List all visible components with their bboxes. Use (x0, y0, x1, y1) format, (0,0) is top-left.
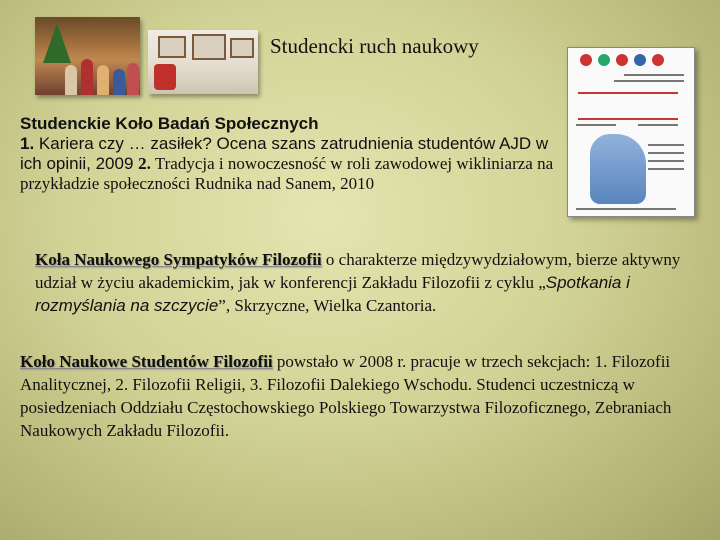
logo-icon (598, 54, 610, 66)
logo-icon (652, 54, 664, 66)
child-figure (65, 65, 77, 95)
poster-text-line (648, 144, 684, 146)
child-figure (113, 69, 125, 95)
logo-icon (580, 54, 592, 66)
paragraph-social-research (20, 114, 560, 194)
poster-text-line (576, 208, 676, 210)
poster-text-line (614, 80, 684, 82)
paragraph-text: o charakterze międzywydziałowym, bierze aktywny udział w życiu akademickim, jak w konferencji Zakładu Filozofii z cyklu „ (35, 250, 681, 292)
poster-text-line (648, 160, 684, 162)
club-name: Koło Naukowe Studentów Filozofii (20, 352, 273, 371)
child-figure (127, 63, 139, 95)
logo-icon (616, 54, 628, 66)
paragraph-philosophy-club (35, 248, 715, 317)
child-figure (97, 65, 109, 95)
item-text: Tradycja i nowoczesność w roli zawodowej wikliniarza na przykładzie społeczności Rudnika nad Sanem, 2010 (20, 154, 554, 193)
poster-text-line (638, 124, 678, 126)
club-name: Koła Naukowego Sympatyków Filozofii (35, 250, 322, 269)
photo-children-christmas (35, 17, 140, 95)
picture-frame (192, 34, 226, 60)
poster-text-line (648, 152, 684, 154)
event-poster (567, 47, 695, 217)
picture-frame (230, 38, 254, 58)
poster-figure (590, 134, 646, 204)
child-figure (81, 59, 93, 95)
red-chair (154, 64, 176, 90)
poster-text-line (648, 168, 684, 170)
christmas-tree-icon (43, 23, 71, 63)
item-number: 2. (138, 154, 151, 173)
poster-text-line (576, 124, 616, 126)
poster-headline (578, 92, 678, 120)
item-number: 1. (20, 134, 35, 153)
paragraph-text: ”, Skrzyczne, Wielka Czantoria. (218, 296, 437, 315)
paragraph-text: powstało w 2008 r. pracuje w trzech sekcjach: 1. Filozofii Analitycznej, 2. Filozofii Religii, 3. Filozofii Dalekiego Wschodu. Studenci uczestniczą w posiedzeniach Oddziału Częstochowskiego Polskiego Towarzystwa Filozoficznego, Zebraniach Naukowych Zakładu Filozofii. (20, 352, 672, 440)
conference-name: Spotkania i rozmyślania na szczycie (35, 273, 630, 315)
logo-icon (634, 54, 646, 66)
picture-frame (158, 36, 186, 58)
poster-text-line (624, 74, 684, 76)
photo-classroom (148, 30, 258, 94)
item-text: Kariera czy … zasiłek? Ocena szans zatrudnienia studentów AJD w ich opinii, 2009 (20, 134, 549, 173)
section-heading: Studenckie Koło Badań Społecznych (20, 114, 319, 133)
paragraph-philosophy-students (20, 350, 700, 442)
page-title: Studencki ruch naukowy (270, 34, 479, 58)
